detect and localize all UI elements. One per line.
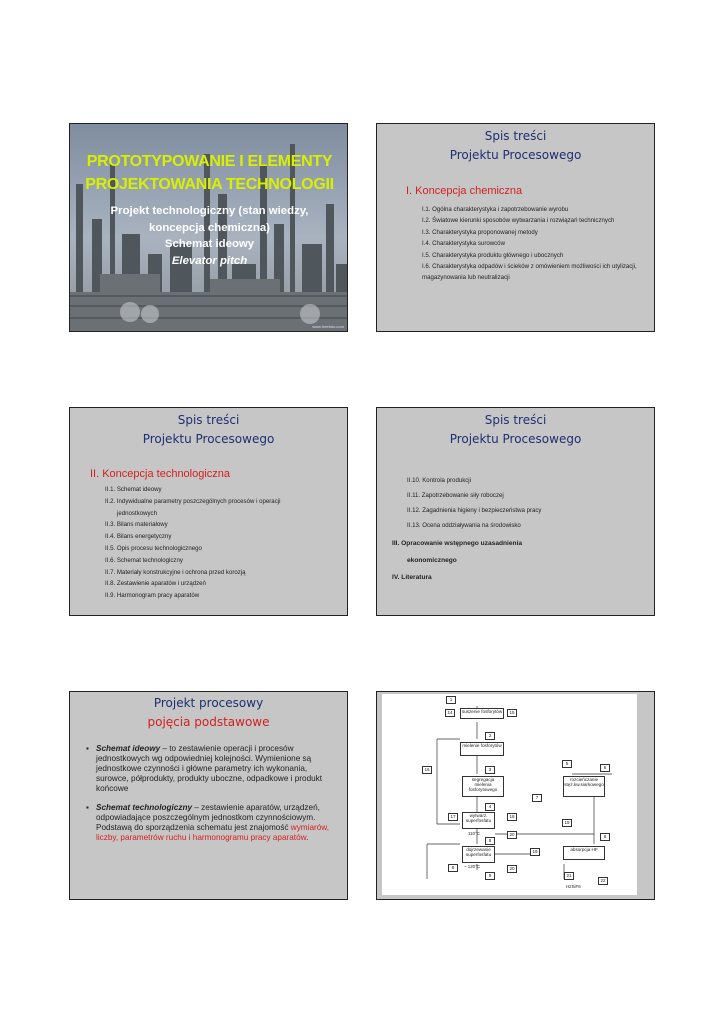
toc-item: I.1. Ogólna charakterystyka i zapotrzebowanie wyrobu [422,206,569,213]
concept-term: Schemat technologiczny [96,803,192,812]
box-rozcienczanie: rozcieńczanie stęż.kw.siarkowego [563,776,605,797]
slide-process-diagram [376,691,655,900]
toc-item: I.3. Charakterystyka proponowanej metody [422,228,538,236]
toc-item: I.6. Charakterystyka odpadów i ścieków z omówieniem możliwości ich utylizacji, magazynowania lub neutralizacji [422,263,637,282]
stream-number: 5 [562,760,572,768]
stream-number: 17 [448,813,458,821]
toc-item: II.1. Schemat ideowy [105,486,162,493]
toc-item: II.12. Zagadnienia higieny i bezpieczeństwa pracy [407,507,542,514]
slide-toc-1 [376,123,655,332]
stream-number: 15 [507,709,517,717]
toc-item: II.3. Bilans materiałowy [105,521,168,529]
slide-toc-3 [376,407,655,616]
concept-definition: – zestawienie aparatów, urządzeń, odpowiadające poszczególnym jednostkom czynnościowym. Podstawą do sporządzenia schematu jest znajomość [96,803,320,832]
stream-number: 21 [564,872,574,880]
stream-number: 16 [422,766,432,774]
concept-item [86,744,341,794]
toc-list [422,204,650,284]
slide-title-heading: PROTOTYPOWANIE I ELEMENTY PROJEKTOWANIA TECHNOLOGII [85,153,334,193]
stream-number: 8 [485,837,495,845]
stream-number: 20 [507,831,517,839]
toc-item: I.5. Charakterystyka produktu głównego i ubocznych [422,251,564,259]
toc-section: III. Opracowanie wstępnego uzasadnienia [392,540,523,547]
stream-number: 14 [445,709,455,717]
concept-highlight: wymiarów, liczby, parametrów ruchu i harmonogramu pracy aparatów [96,823,330,842]
concept-list [86,744,341,852]
stream-number: 9 [485,872,495,880]
concept-item: ▪ Schemat technologiczny – zestawienie aparatów, urządzeń, odpowiadające poszczególnym jednostkom czynnościowym. Podstawą do sporządzenia schematu jest znajomość wymiarów, liczby, parametrów ruchu i harmonogramu pracy aparatów. [86,803,341,843]
product-label: H2SiF6 [566,884,581,889]
photo-credit: www.freefoto.com [312,324,344,329]
box-mielenie: mielenie fosforytów [460,742,504,756]
stream-number: 6 [448,864,458,872]
stream-number: 6 [600,833,610,841]
toc-item: I.4. Charakterystyka surowców [422,240,505,248]
slide-toc-2 [69,407,348,616]
toc-item: II.5. Opis procesu technologicznego [105,544,202,552]
toc-sections [392,535,642,586]
section-heading: I. Koncepcja chemiczna [406,185,523,197]
stream-number: 19 [530,848,540,856]
stream-number: 2 [485,732,495,740]
stream-number: 20 [507,865,517,873]
stream-number: 6 [600,764,610,772]
toc-section: ekonomicznego [407,557,457,564]
section-heading: II. Koncepcja technologiczna [90,468,231,480]
slide-title: Spis treści Projektu Procesowego [142,413,275,446]
slide-title: Spis treści Projektu Procesowego [449,413,582,446]
stream-number: 1 [446,696,456,704]
temperature-label: ~ 120°C [464,864,481,869]
block-diagram [382,694,637,895]
slide-subtitle: Projekt technologiczny (stan wiedzy, koncepcja chemiczna) Schemat ideowy Elevator pitch [110,205,309,267]
temperature-label: 110°C [468,831,480,836]
stream-number: 4 [485,803,495,811]
box-suszenie: suszenie fosforytów [460,708,504,719]
box-dojrzewanie: dojrzewanie superfosfatu [462,846,495,863]
toc-item: II.7. Materiały konstrukcyjne i ochrona przed korozją [105,568,246,576]
slide-title: Projekt procesowy pojęcia podstawowe [147,696,270,729]
toc-item: II.9. Harmonogram pracy aparatów [105,592,200,600]
toc-item: II.10. Kontrola produkcji [407,477,472,484]
toc-item: II.8. Zestawienie aparatów i urządzeń [105,580,206,588]
slide-title: Spis treści Projektu Procesowego [449,129,582,162]
concept-definition: – to zestawienie operacji i procesów jednostkowych wg odpowiedniej kolejności. Wymienione są jednostkowe czynności i główne parametry ich wykonania, surowce, półprodukty, produkty uboczne, odpadkowe i produkt końcowe [96,744,323,793]
toc-item: II.2. Indywidualne parametry poszczególnych procesów i operacji jednostkowych [105,497,281,517]
toc-item: II.6. Schemat technologiczny [105,556,183,564]
stream-number: 3 [485,766,495,774]
stream-number: 22 [598,877,608,885]
box-absorpcja: absorpcja HF [563,846,605,860]
concept-term: Schemat ideowy [96,744,161,753]
toc-list [407,473,647,533]
slide-title [69,123,348,332]
toc-item: II.4. Bilans energetyczny [105,533,172,541]
toc-list [105,484,310,602]
slide-basic-concepts [69,691,348,900]
toc-item: I.2. Światowe kierunki sposobów wytwarzania i rozwiązań technicznych [422,217,615,225]
stream-number: 18 [507,813,517,821]
stream-number: 7 [532,794,542,802]
toc-section: IV. Literatura [392,574,432,581]
toc-item: II.11. Zapotrzebowanie siły roboczej [407,492,504,499]
box-segregacja: segregacja mielenia fosforytowego [462,776,504,797]
toc-item: II.13. Ocena oddziaływania na środowisko [407,522,521,529]
box-wytwarzanie: wytwarz. superfosfatu [462,812,495,829]
stream-number: 19 [562,819,572,827]
